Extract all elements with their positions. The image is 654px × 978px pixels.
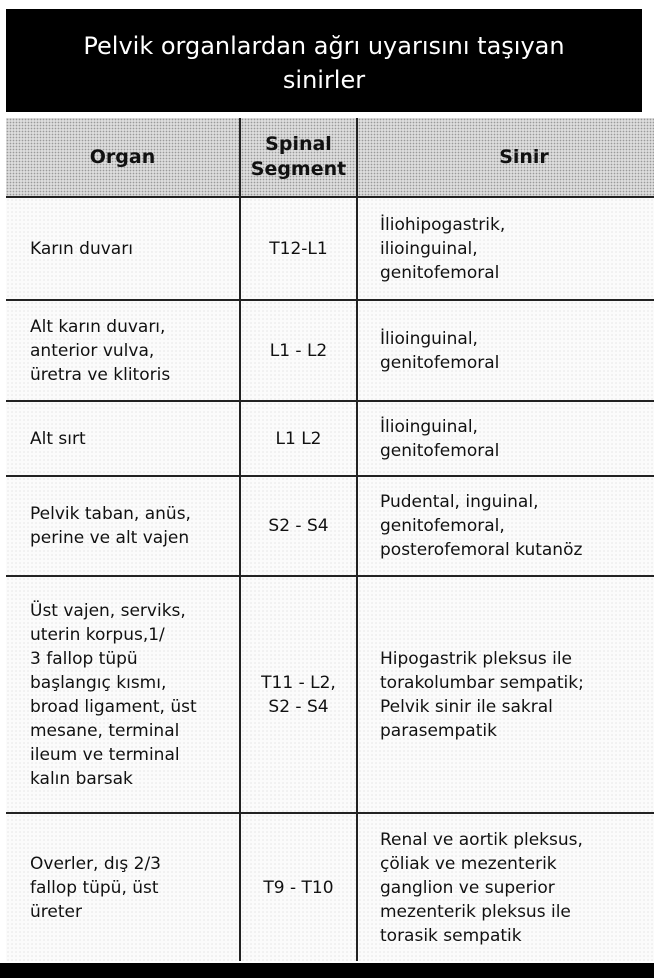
organ-cell: Alt karın duvarı, anterior vulva, üretra ve klitoris: [6, 300, 240, 401]
sinir-cell: İliohipogastrik, ilioinguinal, genitofemoral: [357, 197, 654, 300]
header-sinir: Sinir: [357, 118, 654, 197]
segment-cell: T11 - L2, S2 - S4: [240, 576, 357, 813]
organ-cell: Overler, dış 2/3 fallop tüpü, üst üreter: [6, 813, 240, 961]
table-row: [6, 401, 654, 476]
sinir-cell: İlioinguinal, genitofemoral: [357, 401, 654, 476]
organ-cell: Alt sırt: [6, 401, 240, 476]
header-spinal-line2: Segment: [250, 158, 347, 180]
organ-cell: Üst vajen, serviks, uterin korpus,1/ 3 fallop tüpü başlangıç kısmı, broad ligament, üst mesane, terminal ileum ve terminal kalın barsak: [6, 576, 240, 813]
table-row: [6, 576, 654, 813]
organ-cell: Pelvik taban, anüs, perine ve alt vajen: [6, 476, 240, 576]
table-title: [6, 9, 642, 112]
segment-cell: T12-L1: [240, 197, 357, 300]
segment-cell: L1 L2: [240, 401, 357, 476]
segment-cell: S2 - S4: [240, 476, 357, 576]
header-spinal-line1: Spinal: [265, 133, 332, 155]
header-row: [6, 118, 654, 197]
header-organ: Organ: [6, 118, 240, 197]
organ-cell: Karın duvarı: [6, 197, 240, 300]
segment-cell: L1 - L2: [240, 300, 357, 401]
table-row: [6, 813, 654, 961]
sinir-cell: İlioinguinal, genitofemoral: [357, 300, 654, 401]
segment-cell: T9 - T10: [240, 813, 357, 961]
title-line-2: sinirler: [282, 66, 366, 94]
nerve-table: [6, 118, 654, 961]
sinir-cell: Hipogastrik pleksus ile torakolumbar sempatik; Pelvik sinir ile sakral parasempatik: [357, 576, 654, 813]
sinir-cell: Renal ve aortik pleksus, çöliak ve mezenterik ganglion ve superior mezenterik pleksus ile torasik sempatik: [357, 813, 654, 961]
table-row: [6, 197, 654, 300]
title-line-1: Pelvik organlardan ağrı uyarısını taşıyan: [83, 32, 565, 60]
table-row: [6, 300, 654, 401]
table-row: [6, 476, 654, 576]
header-spinal-segment: [240, 118, 357, 197]
bottom-rule: [0, 963, 654, 978]
sinir-cell: Pudental, inguinal, genitofemoral, posterofemoral kutanöz: [357, 476, 654, 576]
